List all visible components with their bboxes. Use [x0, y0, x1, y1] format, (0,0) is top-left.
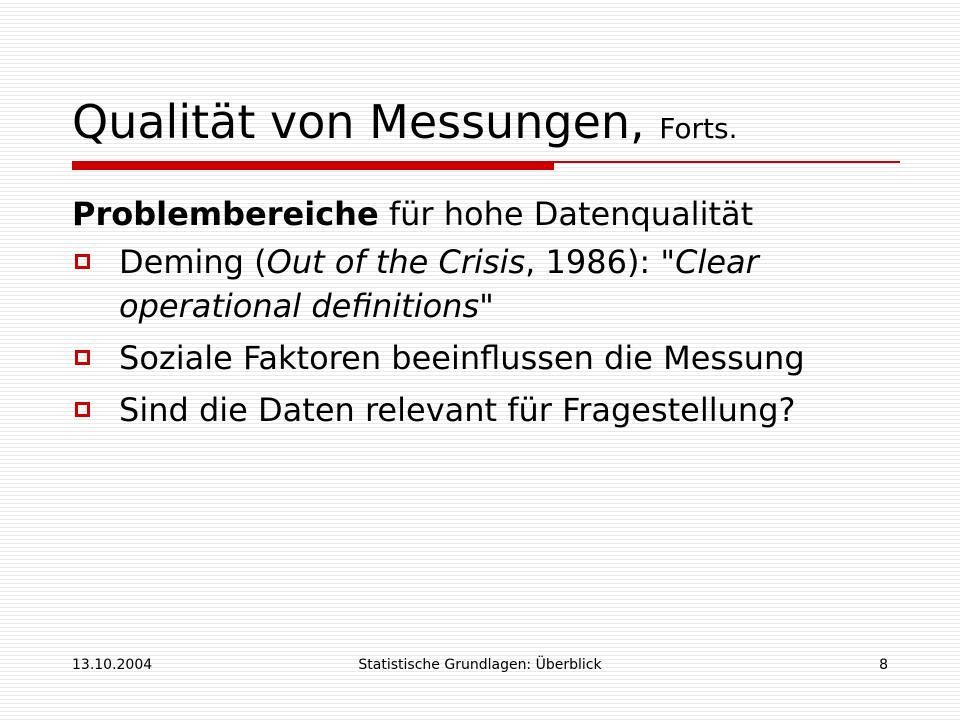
bullet-deming-book-title: Out of the Crisis	[266, 243, 526, 281]
intro-text: für hohe Datenqualität	[388, 195, 754, 233]
bullet-deming-mid: , 1986): "	[525, 243, 676, 281]
slide-title-suffix: Forts.	[659, 112, 738, 145]
bullet-relevanz-text: Sind die Daten relevant für Fragestellung?	[119, 391, 796, 429]
footer-date: 13.10.2004	[72, 657, 153, 673]
slide-content	[72, 192, 902, 440]
bullet-deming-quote: Clear operational definitions	[119, 243, 759, 325]
intro-bold-text: Problembereiche	[72, 195, 379, 233]
bullet-item-deming	[72, 240, 902, 328]
bullet-item-soziale-faktoren	[72, 336, 902, 380]
bullet-item-relevanz	[72, 388, 902, 432]
bullet-soziale-faktoren-text: Soziale Faktoren beeinflussen die Messung	[119, 339, 805, 377]
footer-title: Statistische Grundlagen: Überblick	[358, 657, 602, 673]
slide-title	[72, 96, 738, 149]
intro-line	[72, 192, 902, 236]
square-bullet-icon	[75, 402, 90, 417]
square-bullet-icon	[75, 350, 90, 365]
bullet-deming-post: "	[479, 287, 494, 325]
title-underline-thick	[72, 161, 554, 170]
square-bullet-icon	[75, 254, 90, 269]
footer-page-number: 8	[879, 657, 888, 673]
slide-title-main: Qualität von Messungen,	[72, 95, 645, 149]
bullet-deming-pre: Deming (	[119, 243, 267, 281]
